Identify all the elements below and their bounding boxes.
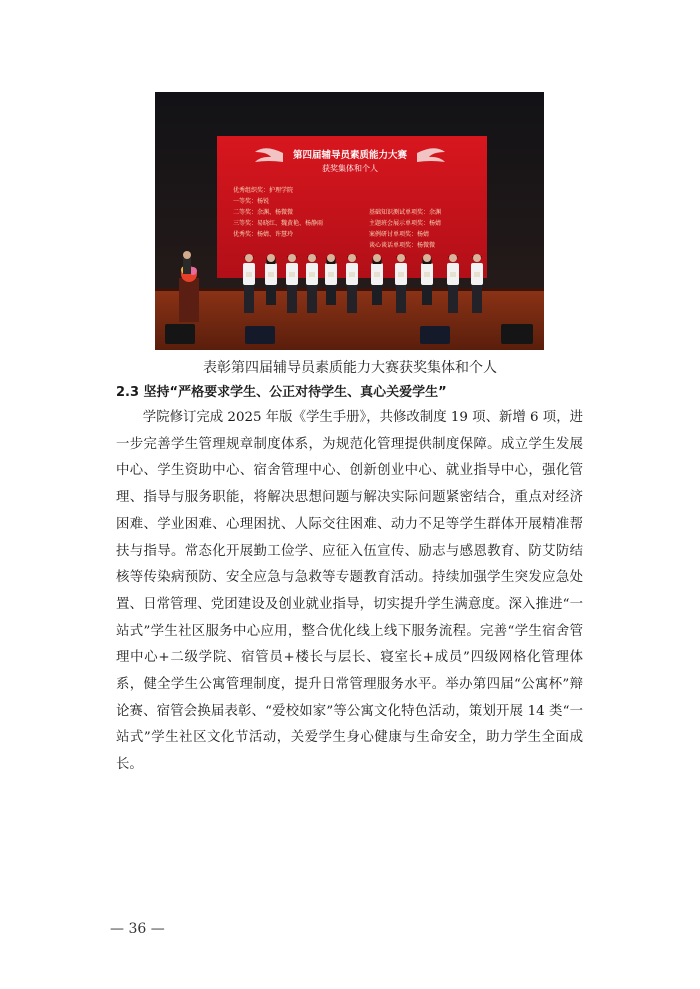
screen-subtitle: 获奖集体和个人	[322, 164, 378, 173]
screen-title: 第四届辅导员素质能力大赛	[292, 150, 408, 161]
photo-caption: 表彰第四届辅导员素质能力大赛获奖集体和个人	[203, 360, 497, 376]
stage-monitor-left	[165, 324, 195, 344]
left-award-line-2: 二等奖：余渊、杨微微	[233, 209, 294, 216]
right-award-line-2: 案例研讨单项奖：杨婧	[369, 231, 430, 238]
person-figure	[325, 254, 337, 305]
stage-monitor-center-left	[245, 326, 275, 344]
left-award-line-0: 优秀组织奖：护理学院	[233, 187, 294, 194]
right-award-line-3: 谈心谈话单项奖：杨微微	[369, 242, 436, 249]
right-award-line-0: 基础知识测试单项奖：余渊	[369, 209, 442, 216]
person-figure	[265, 254, 277, 305]
stage-monitor-right	[501, 324, 533, 344]
person-figure	[371, 254, 383, 305]
award-photo-illustration	[155, 92, 544, 350]
stage-monitor-center-right	[420, 326, 450, 344]
right-award-line-1: 主题班会展示单项奖：杨婧	[369, 220, 442, 227]
left-award-line-4: 优秀奖：杨婧、许慧玲	[233, 231, 294, 238]
section-heading: 2.3 坚持“严格要求学生、公正对待学生、真心关爱学生”	[116, 385, 447, 400]
left-award-line-3: 三等奖：易晓红、魏黄艳、杨静雨	[233, 220, 324, 227]
left-award-line-1: 一等奖：杨锐	[233, 198, 270, 205]
podium	[179, 278, 199, 322]
award-ceremony-photo	[155, 92, 544, 350]
person-figure	[421, 254, 433, 305]
body-paragraph: 学院修订完成 2025 年版《学生手册》，共修改制度 19 项、新增 6 项，进一步完善学生管理规章制度体系，为规范化管理提供制度保障。成立学生发展中心、学生资助中心、宿舍管理中心、创新创业中心、就业指导中心，强化管理、指导与服务职能，将解决思想问题与解决实际问题紧密结合，重点对经济困难、学业困难、心理困扰、人际交往困难、动力不足等学生群体开展精准帮扶与指导。常态化开展勤工俭学、应征入伍宣传、励志与感恩教育、防艾防结核等传染病预防、安全应急与急救等专题教育活动。持续加强学生突发应急处置、日常管理、党团建设及创业就业指导，切实提升学生满意度。深入推进“一站式”学生社区服务中心应用，整合优化线上线下服务流程。完善“学生宿舍管理中心+二级学院、宿管员+楼长与层长、寝室长+成员”四级网格化管理体系，健全学生公寓管理制度，提升日常管理服务水平。举办第四届“公寓杯”辩论赛、宿管会换届表彰、“爱校如家”等公寓文化特色活动，策划开展 14 类“一站式”学生社区文化节活动，关爱学生身心健康与生命安全，助力学生全面成长。	[116, 410, 583, 773]
page-number: — 36 —	[110, 921, 165, 937]
